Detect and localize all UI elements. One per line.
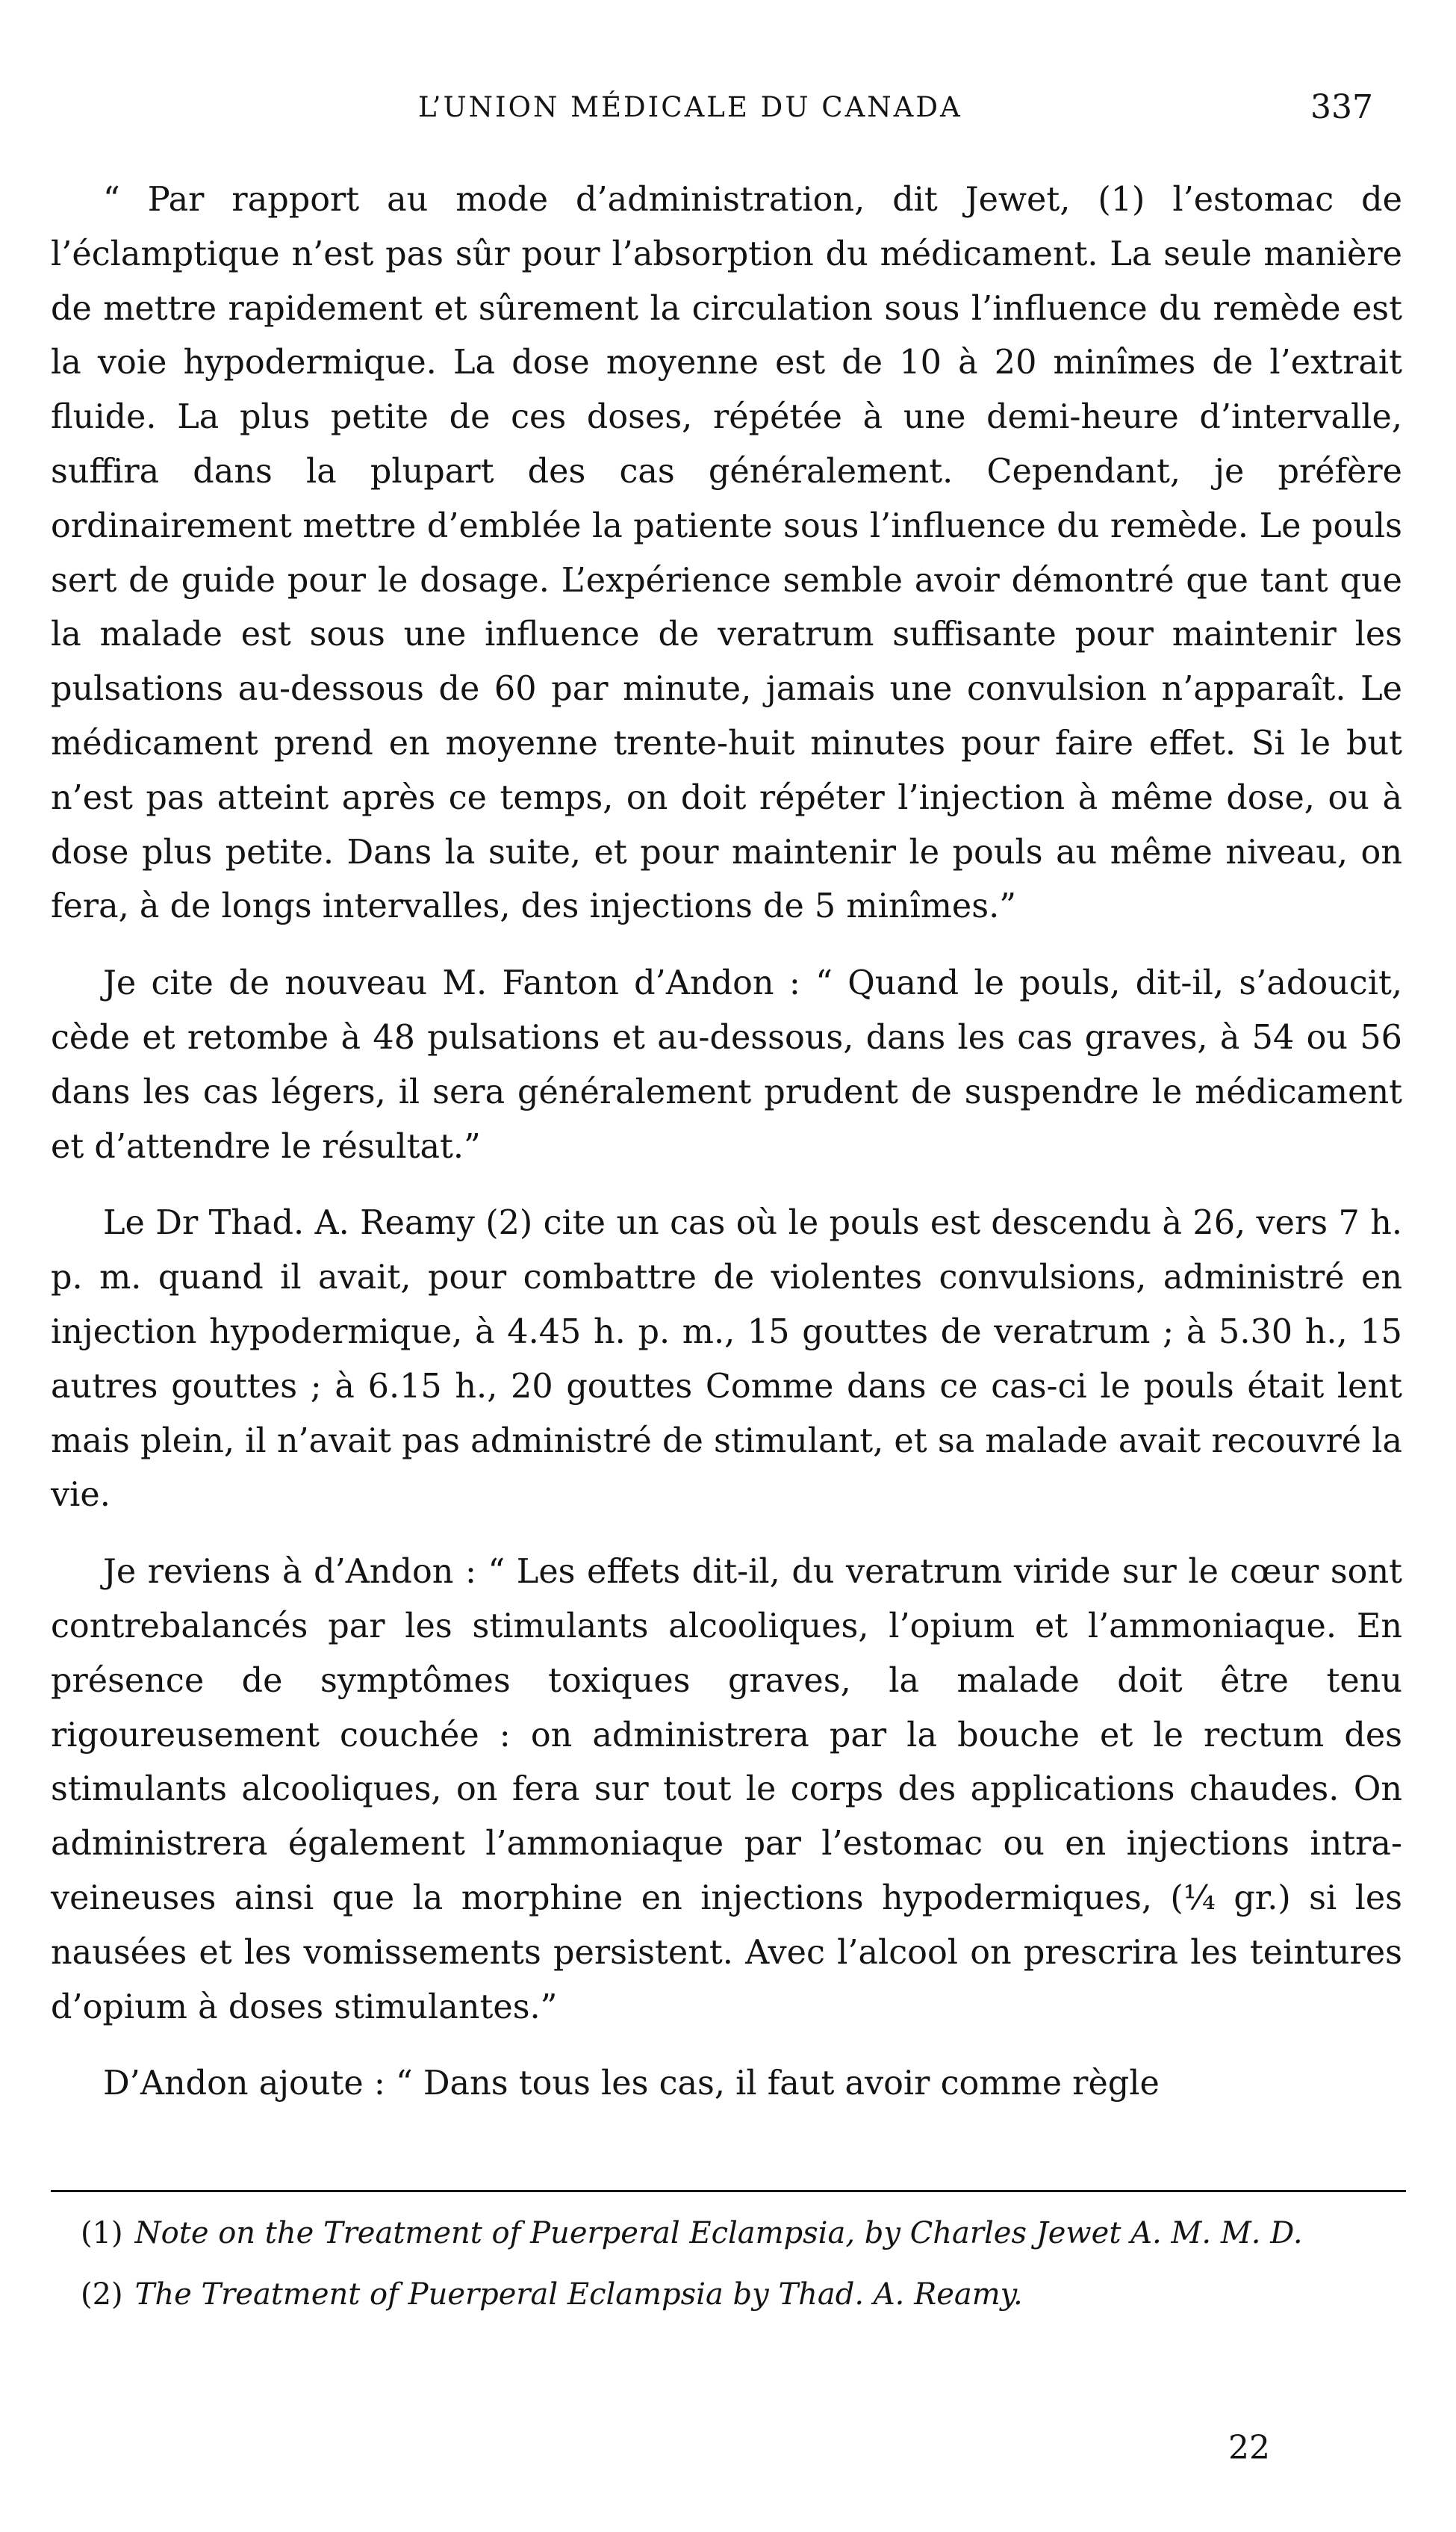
footnote-text: Note on the Treatment of Puerperal Eclampsia, by Charles Jewet A. M. M. D. xyxy=(134,2216,1303,2250)
paragraph: “ Par rapport au mode d’administration, dit Jewet, (1) l’estomac de l’éclamptique n’est pas sûr pour l’absorption du médicament. La seule manière de mettre rapidement et sûrement la circulation sous l’influence du remède est la voie hypodermique. La dose moyenne est de 10 à 20 minîmes de l’extrait fluide. La plus petite de ces doses, répétée à une demi-heure d’intervalle, suffira dans la plupart des cas généralement. Cependant, je préfère ordinairement mettre d’emblée la patiente sous l’influence du remède. Le pouls sert de guide pour le dosage. L’expérience semble avoir démontré que tant que la malade est sous une influence de veratrum suffisante pour maintenir les pulsations au-dessous de 60 par minute, jamais une convulsion n’apparaît. Le médicament prend en moyenne trente-huit minutes pour faire effet. Si le but n’est pas atteint après ce temps, on doit répéter l’injection à même dose, ou à dose plus petite. Dans la suite, et pour maintenir le pouls au même niveau, on fera, à de longs intervalles, des injections de 5 minîmes.” xyxy=(51,181,1402,926)
footnote-number: (1) xyxy=(81,2216,123,2250)
paragraph: D’Andon ajoute : “ Dans tous les cas, il faut avoir comme règle xyxy=(103,2064,1160,2103)
footnotes xyxy=(51,2209,1402,2332)
footnote-divider xyxy=(51,2190,1406,2192)
running-title: L’UNION MÉDICALE DU CANADA xyxy=(418,91,962,123)
paragraph: Je cite de nouveau M. Fanton d’Andon : “ Quand le pouls, dit-il, s’adoucit, cède et retombe à 48 pulsations et au-dessous, dans les cas graves, à 54 ou 56 dans les cas légers, il sera généralement prudent de suspendre le médicament et d’attendre le résultat.” xyxy=(51,964,1402,1166)
signature-mark: 22 xyxy=(1228,2429,1270,2467)
footnote xyxy=(81,2209,1402,2257)
paragraph: Je reviens à d’Andon : “ Les effets dit-il, du veratrum viride sur le cœur sont contrebalancés par les stimulants alcooliques, l’opium et l’ammoniaque. En présence de symptômes toxiques graves, la malade doit être tenu rigoureusement couchée : on administrera par la bouche et le rectum des stimulants alcooliques, on fera sur tout le corps des applications chaudes. On administrera également l’ammoniaque par l’estomac ou en injections intra-veineuses ainsi que la morphine en injections hypodermiques, (¼ gr.) si les nausées et les vomissements persistent. Avec l’alcool on prescrira les teintures d’opium à doses stimulantes.” xyxy=(51,1553,1402,2026)
page-number: 337 xyxy=(1310,88,1373,126)
footnote-number: (2) xyxy=(81,2277,123,2312)
body-text xyxy=(51,173,1402,2134)
footnote xyxy=(81,2271,1402,2318)
paragraph: Le Dr Thad. A. Reamy (2) cite un cas où le pouls est descendu à 26, vers 7 h. p. m. quand il avait, pour combattre de violentes convulsions, administré en injection hypodermique, à 4.45 h. p. m., 15 gouttes de veratrum ; à 5.30 h., 15 autres gouttes ; à 6.15 h., 20 gouttes Comme dans ce cas-ci le pouls était lent mais plein, il n’avait pas administré de stimulant, et sa malade avait recouvré la vie. xyxy=(51,1204,1402,1515)
footnote-text: The Treatment of Puerperal Eclampsia by Thad. A. Reamy. xyxy=(134,2277,1023,2312)
